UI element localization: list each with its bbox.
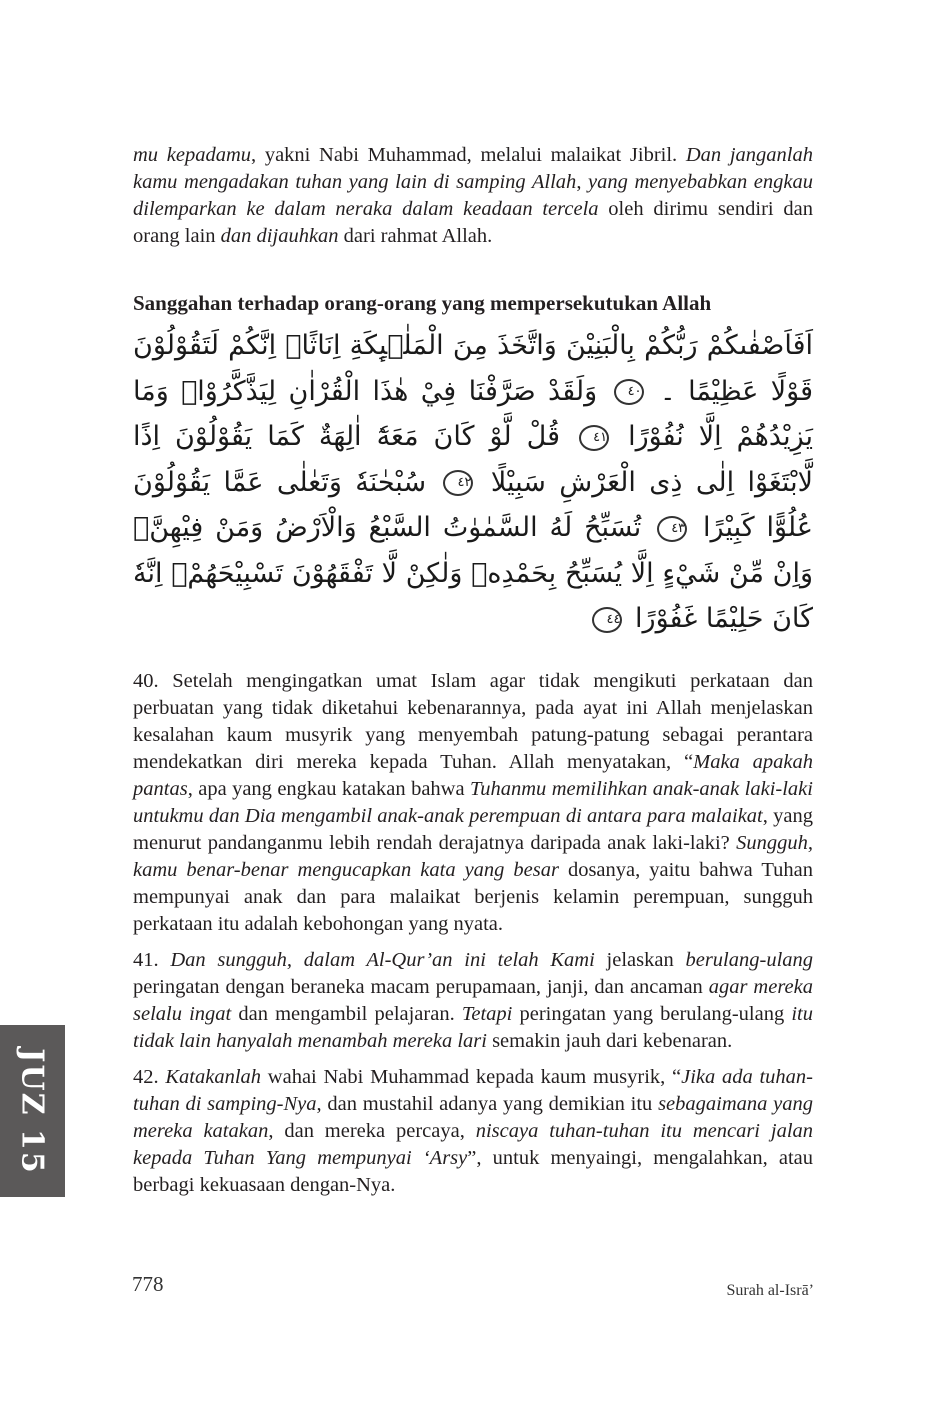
italic-text: itu tidak lain hanyalah menambah mereka lari: [133, 1002, 813, 1052]
italic-text: niscaya tuhan-tuhan itu mencari jalan kepada Tuhan Yang mempunyai ‘Arsy: [133, 1119, 814, 1169]
italic-text: mu kepadamu: [133, 144, 251, 166]
roman-text: , dan mereka percaya,: [268, 1119, 476, 1142]
verse-explanation: [133, 949, 813, 1052]
roman-text: , apa yang engkau katakan bahwa: [187, 777, 470, 800]
arabic-verse-text: اَفَاَصْفٰىكُمْ رَبُّكُمْ بِالْبَنِيْنَ وَاتَّخَذَ مِنَ الْمَلٰۤىِٕكَةِ اِنَاثًاۗ اِنَّكُمْ لَتَقُوْلُوْنَ قَوْلًا عَظِيْمًا ۔: [133, 330, 813, 407]
roman-text: wahai Nabi Muhammad kepada kaum musyrik, “: [261, 1065, 682, 1088]
verse-number: 40.: [133, 669, 159, 692]
verse-number: 42.: [133, 1065, 159, 1088]
italic-text: agar mereka selalu ingat: [133, 975, 813, 1025]
roman-text: , yakni Nabi Muhammad, melalui malaikat Jibril.: [251, 144, 686, 166]
verse-explanation: [133, 1066, 813, 1196]
arabic-verse-text: قُلْ لَّوْ كَانَ مَعَهٗٓ اٰلِهَةٌ كَمَا يَقُوْلُوْنَ اِذًا لَّابْتَغَوْا اِلٰى ذِى الْعَرْشِ سَبِيْلًا: [133, 421, 813, 498]
roman-text: Setelah mengingatkan umat Islam agar tidak mengikuti perkataan dan perbuatan yang tidak diketahui kebenarannya, pada ayat ini Allah menjelaskan kesalahan kaum musyrik yang menyembah patung-patung sebagai perantara mendekatkan diri mereka kepada Tuhan. Allah menyatakan, “: [133, 669, 813, 773]
roman-text: ,: [576, 171, 589, 193]
roman-text: oleh dirimu sendiri dan orang lain: [133, 198, 813, 247]
italic-text: Katakanlah: [165, 1065, 262, 1088]
roman-text: peringatan yang berulang-ulang: [512, 1002, 792, 1025]
roman-text: , dan mustahil adanya yang demikian itu: [316, 1092, 659, 1115]
italic-text: dan dijauhkan: [220, 225, 339, 247]
italic-text: Tetapi: [461, 1002, 513, 1025]
ayah-number-marker-icon: ٤٤: [592, 607, 622, 633]
verse-explanation: [133, 670, 813, 935]
italic-text: Jika ada tuhan-tuhan di samping-Nya: [133, 1065, 814, 1115]
page-body: [133, 142, 813, 1208]
intro-paragraph: [133, 142, 813, 250]
verse-number: 41.: [133, 948, 159, 971]
roman-text: peringatan dengan beraneka macam perupamaan, janji, dan ancaman: [133, 975, 709, 998]
arabic-verses-block: [133, 323, 813, 642]
section-heading: Sanggahan terhadap orang-orang yang mempersekutukan Allah: [133, 291, 712, 315]
page-number: 778: [132, 1272, 164, 1296]
ayah-number-marker-icon: ٤٣: [657, 516, 687, 542]
roman-text: dosanya, yaitu bahwa Tuhan mempunyai anak dan para malaikat berjenis kelamin perempuan, sungguh perkataan itu adalah kebohongan yang nyata.: [133, 858, 813, 935]
ayah-number-marker-icon: ٤٢: [443, 470, 473, 496]
ayah-number-marker-icon: ٤٠: [614, 379, 644, 405]
arabic-verse-text: سُبْحٰنَهٗ وَتَعٰلٰى عَمَّا يَقُوْلُوْنَ عُلُوًّا كَبِيْرًا: [133, 466, 813, 543]
arabic-verse-text: وَلَقَدْ صَرَّفْنَا فِيْ هٰذَا الْقُرْاٰنِ لِيَذَّكَّرُوْاۗ وَمَا يَزِيْدُهُمْ اِلَّا نُفُوْرًا: [133, 375, 813, 452]
commentary: [133, 668, 813, 1199]
roman-text: semakin jauh dari kebenaran.: [486, 1029, 733, 1052]
juz-label: JUZ 15: [15, 1047, 51, 1175]
roman-text: jelaskan: [594, 948, 686, 971]
italic-text: sebagaimana yang mereka katakan: [133, 1092, 814, 1142]
running-footer-surah: Surah al-Isrā’: [726, 1282, 814, 1299]
italic-text: yang menyebabkan engkau dilemparkan ke dalam neraka dalam keadaan tercela: [133, 171, 814, 220]
arabic-verse-text: تُسَبِّحُ لَهُ السَّمٰوٰتُ السَّبْعُ وَالْاَرْضُ وَمَنْ فِيْهِنَّۗ وَاِنْ مِّنْ شَيْءٍ اِلَّا يُسَبِّحُ بِحَمْدِهٖ وَلٰكِنْ لَّا تَفْقَهُوْنَ تَسْبِيْحَهُمْۗ اِنَّهٗ كَانَ حَلِيْمًا غَفُوْرًا: [133, 512, 813, 634]
italic-text: Sungguh, kamu benar-benar mengucapkan kata yang besar: [133, 831, 813, 881]
roman-text: dan mengambil pelajaran.: [231, 1002, 462, 1025]
italic-text: Tuhanmu memilihkan anak-anak laki-laki untukmu dan Dia mengambil anak-anak perempuan di antara para malaikat: [133, 777, 813, 827]
commentary-verse-42: [133, 1064, 813, 1199]
commentary-verse-40: [133, 668, 813, 938]
italic-text: Maka apakah pantas: [133, 750, 813, 800]
ayah-number-marker-icon: ٤١: [579, 425, 609, 451]
roman-text: , yang menurut pandanganmu lebih rendah derajatnya daripada anak laki-laki?: [133, 804, 813, 854]
juz-side-tab: [0, 1025, 65, 1197]
italic-text: berulang-ulang: [685, 948, 814, 971]
roman-text: ”, untuk menyaingi, mengalahkan, atau berbagi kekuasaan dengan-Nya.: [133, 1146, 813, 1196]
italic-text: Dan janganlah kamu mengadakan tuhan yang lain di samping Allah: [133, 144, 813, 193]
commentary-verse-41: [133, 947, 813, 1055]
roman-text: dari rahmat Allah.: [338, 225, 493, 247]
italic-text: Dan sungguh, dalam Al-Qur’an ini telah Kami: [170, 948, 595, 971]
roman-text: [159, 949, 171, 971]
